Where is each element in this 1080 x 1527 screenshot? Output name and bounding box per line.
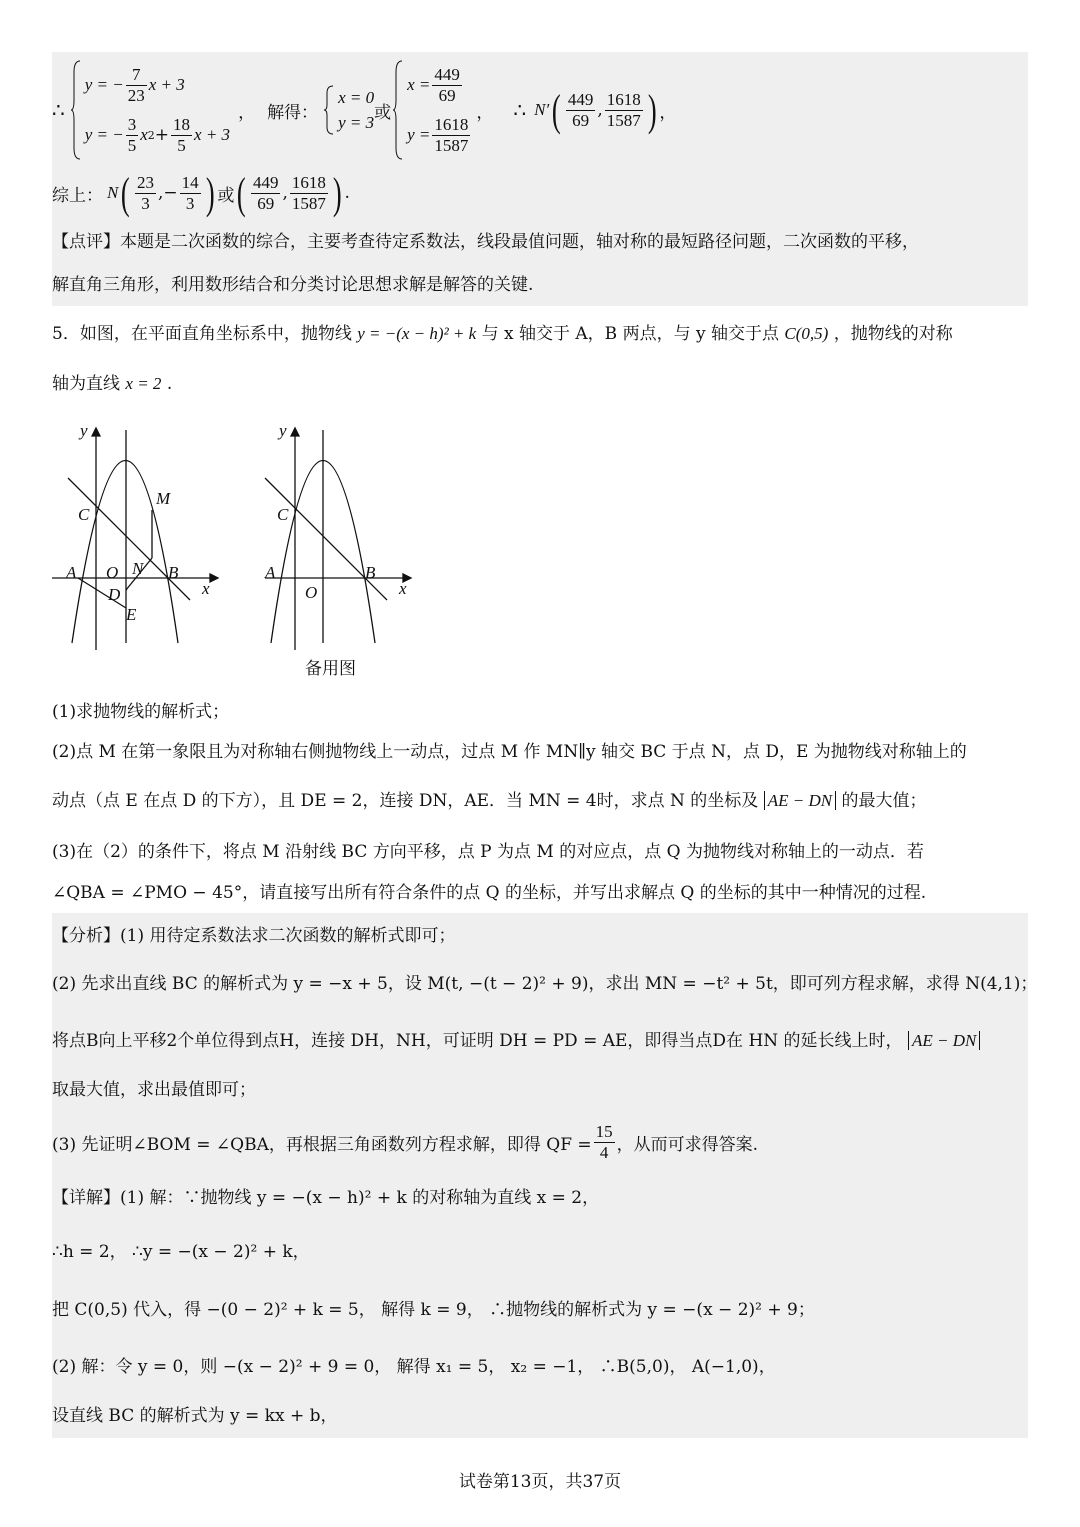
- label-b: B: [168, 563, 179, 582]
- analysis-line-5: [52, 1118, 758, 1166]
- analysis-5-text: (3) 先证明∠BOM = ∠QBA，再根据三角函数列方程求解，即得 QF =: [52, 1134, 592, 1155]
- analysis-3-text: 将点B向上平移2个单位得到点H，连接 DH，NH，可证明 DH = PD = AE，即得当点D在 HN 的延长线上时，: [52, 1031, 903, 1051]
- problem-line-2: [52, 372, 172, 396]
- summary-line: 综上： N ( $\frac{23}{3}$ ,− $\frac{14}{3}$ ) 或 ( $\frac{449}{69}$ , $\frac{1618}{1587}$ ) .: [52, 168, 350, 218]
- frac-18-5: $\frac{18}{5}$: [173, 114, 191, 155]
- summary-label: 综上：: [52, 185, 103, 206]
- frac-14-3: $\frac{14}{3}$: [181, 172, 199, 213]
- sys3-row1-lhs: x =: [407, 75, 431, 94]
- detail-line-1: 【详解】(1) 解：∵抛物线 y = −(x − h)² + k 的对称轴为直线 x = 2，: [52, 1188, 600, 1208]
- analysis-line-2: (2) 先求出直线 BC 的解析式为 y = −x + 5，设 M(t, −(t − 2)² + 9)，求出 MN = −t² + 5t，即可列方程求解，求得 N(4,1)；: [52, 974, 1038, 994]
- detail-line-2: ∴h = 2， ∴y = −(x − 2)² + k，: [52, 1242, 310, 1262]
- label-b: B: [365, 563, 376, 582]
- problem-line-1: [52, 322, 953, 346]
- equation-system-3: [393, 60, 472, 160]
- analysis-line-1: 【分析】(1) 用待定系数法求二次函数的解析式即可；: [52, 926, 456, 946]
- label-x: x: [399, 579, 407, 598]
- frac-1618-1587: $\frac{1618}{1587}$: [434, 114, 469, 155]
- analysis-line-4: 取最大值，求出最值即可；: [52, 1080, 256, 1100]
- frac-3-5: $\frac{3}{5}$: [127, 114, 137, 155]
- brace-icon: [71, 60, 81, 160]
- abs-ae-dn: AE − DN: [908, 1031, 980, 1050]
- solve-label: 解得：: [267, 102, 319, 123]
- frac-1618-1587-c: $\frac{1618}{1587}$: [291, 172, 326, 213]
- brace-icon: [393, 60, 403, 160]
- label-a: A: [66, 563, 77, 582]
- detail-line-4: (2) 解：令 y = 0，则 −(x − 2)² + 9 = 0， 解得 x₁ = 5， x₂ = −1， ∴B(5,0)， A(−1,0)，: [52, 1357, 776, 1377]
- y-arrow-icon: [291, 428, 299, 436]
- sys3-row2-lhs: y =: [407, 125, 431, 144]
- q2-text-end: 的最大值；: [841, 791, 927, 811]
- figure-spare: [255, 418, 425, 658]
- problem-text-d: ，抛物线的对称: [833, 324, 953, 344]
- right-paren: ): [647, 85, 657, 135]
- parabola-formula: y = −(x − h)² + k: [357, 324, 477, 343]
- end-comma: ，: [659, 102, 677, 123]
- label-d: D: [108, 585, 121, 604]
- problem-text-b: 与 x 轴交于 A，B 两点，与 y 轴交于点: [481, 324, 779, 344]
- label-y: y: [279, 421, 287, 440]
- q2-text: 动点（点 E 在点 D 的下方），且 DE = 2，连接 DN，AE．当 MN = 4时，求点 N 的坐标及: [52, 791, 759, 811]
- label-m: M: [156, 489, 171, 508]
- or-label: 或: [217, 185, 235, 206]
- left-paren: (: [121, 168, 131, 218]
- review-line-1: 【点评】本题是二次函数的综合，主要考查待定系数法，线段最值问题，轴对称的最短路径问题，二次函数的平移，: [52, 232, 919, 252]
- detail-line-3: 把 C(0,5) 代入，得 −(0 − 2)² + k = 5， 解得 k = 9， ∴抛物线的解析式为 y = −(x − 2)² + 9；: [52, 1300, 815, 1320]
- point-c: C(0,5): [784, 324, 829, 343]
- sys1-row2-lhs: y = −: [84, 125, 124, 144]
- page-footer: 试卷第13页，共37页: [458, 1472, 622, 1492]
- frac-1618-1587-b: $\frac{1618}{1587}$: [606, 89, 641, 130]
- therefore-symbol: ∴: [513, 98, 527, 122]
- sys1-row1-lhs: y = −: [84, 75, 124, 94]
- analysis-line-3: [52, 1029, 980, 1053]
- figure-caption: 备用图: [305, 659, 356, 679]
- question-1: (1)求抛物线的解析式；: [52, 702, 230, 722]
- analysis-5-end: ，从而可求得答案.: [616, 1134, 759, 1155]
- frac-449-69-b: $\frac{449}{69}$: [567, 89, 594, 130]
- equation-system-line: ∴ y = − $\frac{7}{23}$ x + 3 y = − $\frac{3}{5}$ x 2 + $\frac{18}{5}$ x + 3 ， 解得： x = 0 y = 3 或 x = $\frac{449}{69}$ y = $\frac{1618}{1587}$ ， ∴ N′ ( $\frac{449}{69}$ , $\frac{1618}{1587}$ ) ，: [52, 60, 676, 160]
- question-3-line-1: (3)在（2）的条件下，将点 M 沿射线 BC 方向平移，点 P 为点 M 的对应点，点 Q 为抛物线对称轴上的一动点．若: [52, 842, 924, 862]
- comma: ，: [476, 102, 494, 123]
- brace-icon: [324, 85, 334, 135]
- label-x: x: [202, 579, 210, 598]
- sys1-exp: 2: [147, 128, 155, 142]
- sys1-row2-rhs: x + 3: [194, 125, 231, 144]
- sys1-row1-rhs: x + 3: [148, 75, 185, 94]
- figure-main: [40, 418, 230, 658]
- point-n-prime: N′: [534, 100, 550, 119]
- therefore-symbol: ∴: [52, 98, 65, 122]
- problem-text-a: 5．如图，在平面直角坐标系中，抛物线: [52, 324, 352, 344]
- right-paren: ): [205, 168, 215, 218]
- x-arrow-icon: [210, 574, 218, 582]
- left-paren: (: [237, 168, 247, 218]
- sys2-row1: x = 0: [338, 87, 375, 107]
- abs-ae-dn: AE − DN: [764, 791, 836, 810]
- label-o: O: [305, 583, 318, 602]
- axis-formula: x = 2: [125, 374, 162, 393]
- question-2-line-1: (2)点 M 在第一象限且为对称轴右侧抛物线上一动点，过点 M 作 MN∥y 轴交 BC 于点 N，点 D，E 为抛物线对称轴上的: [52, 742, 967, 762]
- label-e: E: [126, 605, 137, 624]
- question-3-line-2: ∠QBA = ∠PMO − 45°，请直接写出所有符合条件的点 Q 的坐标，并写出求解点 Q 的坐标的其中一种情况的过程.: [52, 883, 927, 903]
- or-label: 或: [374, 102, 392, 123]
- point-n: N: [107, 183, 119, 202]
- label-n: N: [132, 559, 144, 578]
- frac-23-3: $\frac{23}{3}$: [137, 172, 154, 213]
- right-paren: ): [332, 168, 342, 218]
- sys1-plus: +: [154, 125, 170, 145]
- label-c: C: [277, 505, 289, 524]
- frac-15-4: $\frac{15}{4}$: [595, 1121, 613, 1162]
- question-2-line-2: [52, 789, 926, 813]
- label-a: A: [265, 563, 276, 582]
- review-line-2: 解直角三角形，利用数形结合和分类讨论思想求解是解答的关键.: [52, 275, 534, 295]
- left-paren: (: [552, 85, 561, 135]
- comma: ，: [238, 102, 256, 123]
- sys1-x: x: [140, 125, 148, 144]
- parabola-curve: [72, 461, 178, 644]
- frac-449-69-c: $\frac{449}{69}$: [252, 172, 279, 213]
- label-c: C: [78, 505, 90, 524]
- end-period: .: [344, 183, 350, 203]
- sys2-row2: y = 3: [338, 112, 375, 132]
- frac-7-23: $\frac{7}{23}$: [127, 64, 145, 105]
- equation-system-2: [324, 85, 374, 135]
- frac-449-69: $\frac{449}{69}$: [434, 64, 460, 105]
- label-y: y: [80, 421, 88, 440]
- y-arrow-icon: [92, 428, 100, 436]
- equation-system-1: [71, 60, 230, 160]
- problem-text-f: .: [166, 374, 173, 394]
- problem-text-e: 轴为直线: [52, 374, 120, 394]
- detail-line-5: 设直线 BC 的解析式为 y = kx + b，: [52, 1406, 338, 1426]
- label-o: O: [106, 563, 119, 582]
